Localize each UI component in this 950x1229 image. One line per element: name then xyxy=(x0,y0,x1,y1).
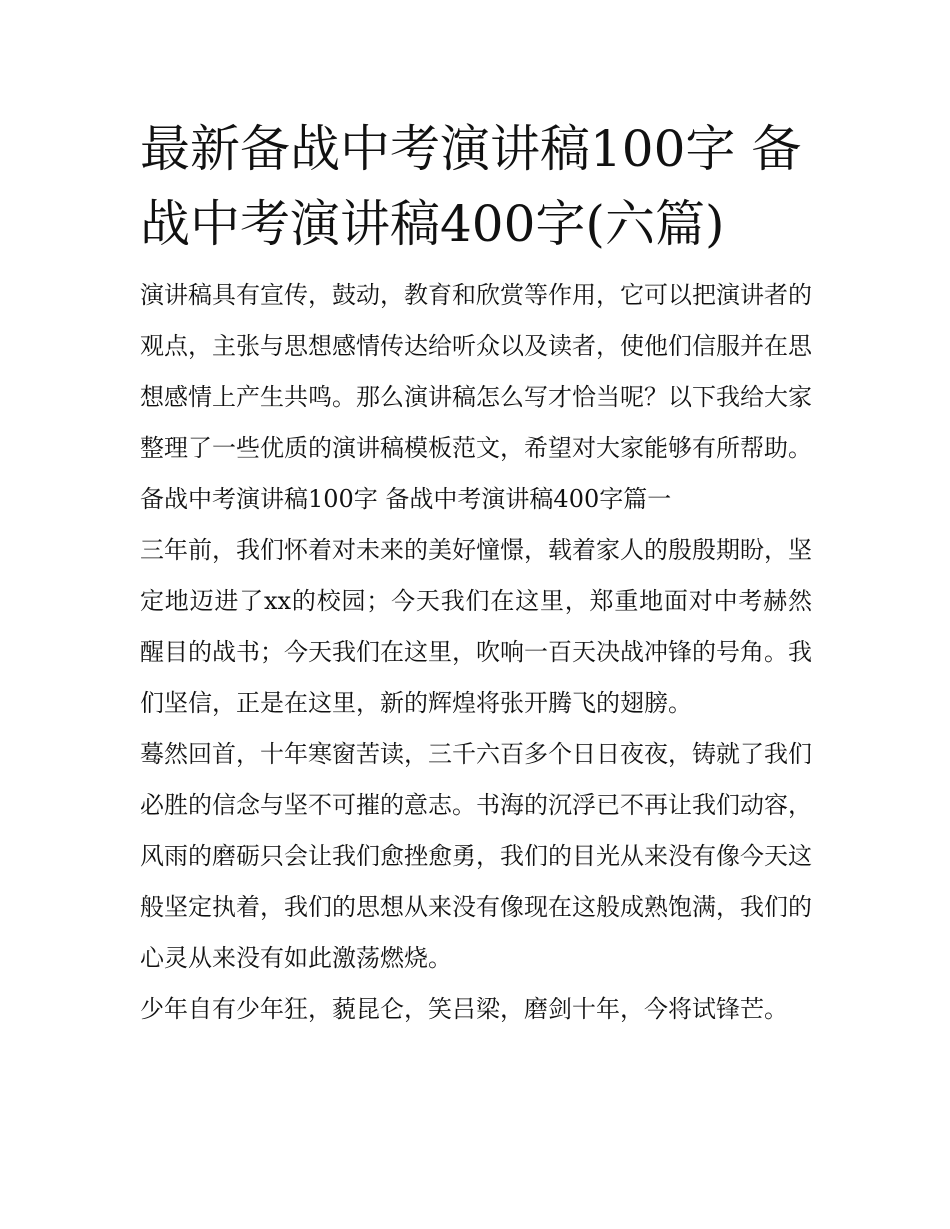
body-paragraph-2: 蓦然回首，十年寒窗苦读，三千六百多个日日夜夜，铸就了我们必胜的信念与坚不可摧的意志。书海的沉浮已不再让我们动容，风雨的磨砺只会让我们愈挫愈勇，我们的目光从来没有像今天这般坚定执着，我们的思想从来没有像现在这般成熟饱满，我们的心灵从来没有如此激荡燃烧。 xyxy=(140,740,812,972)
document-title: 最新备战中考演讲稿100字 备战中考演讲稿400字(六篇) xyxy=(140,120,802,253)
body-paragraph-1: 三年前，我们怀着对未来的美好憧憬，载着家人的殷殷期盼，坚定地迈进了xx的校园；今天我们在这里，郑重地面对中考赫然醒目的战书；今天我们在这里，吹响一百天决战冲锋的号角。我们坚信，正是在这里，新的辉煌将张开腾飞的翅膀。 xyxy=(140,536,812,717)
section-heading: 备战中考演讲稿100字 备战中考演讲稿400字篇一 xyxy=(140,485,672,513)
body-paragraph-3: 少年自有少年狂，藐昆仑，笑吕梁，磨剑十年，今将试锋芒。 xyxy=(140,995,788,1023)
intro-paragraph: 演讲稿具有宣传，鼓动，教育和欣赏等作用，它可以把演讲者的观点，主张与思想感情传达给听众以及读者，使他们信服并在思想感情上产生共鸣。那么演讲稿怎么写才恰当呢？以下我给大家整理了一些优质的演讲稿模板范文，希望对大家能够有所帮助。 xyxy=(140,281,812,462)
